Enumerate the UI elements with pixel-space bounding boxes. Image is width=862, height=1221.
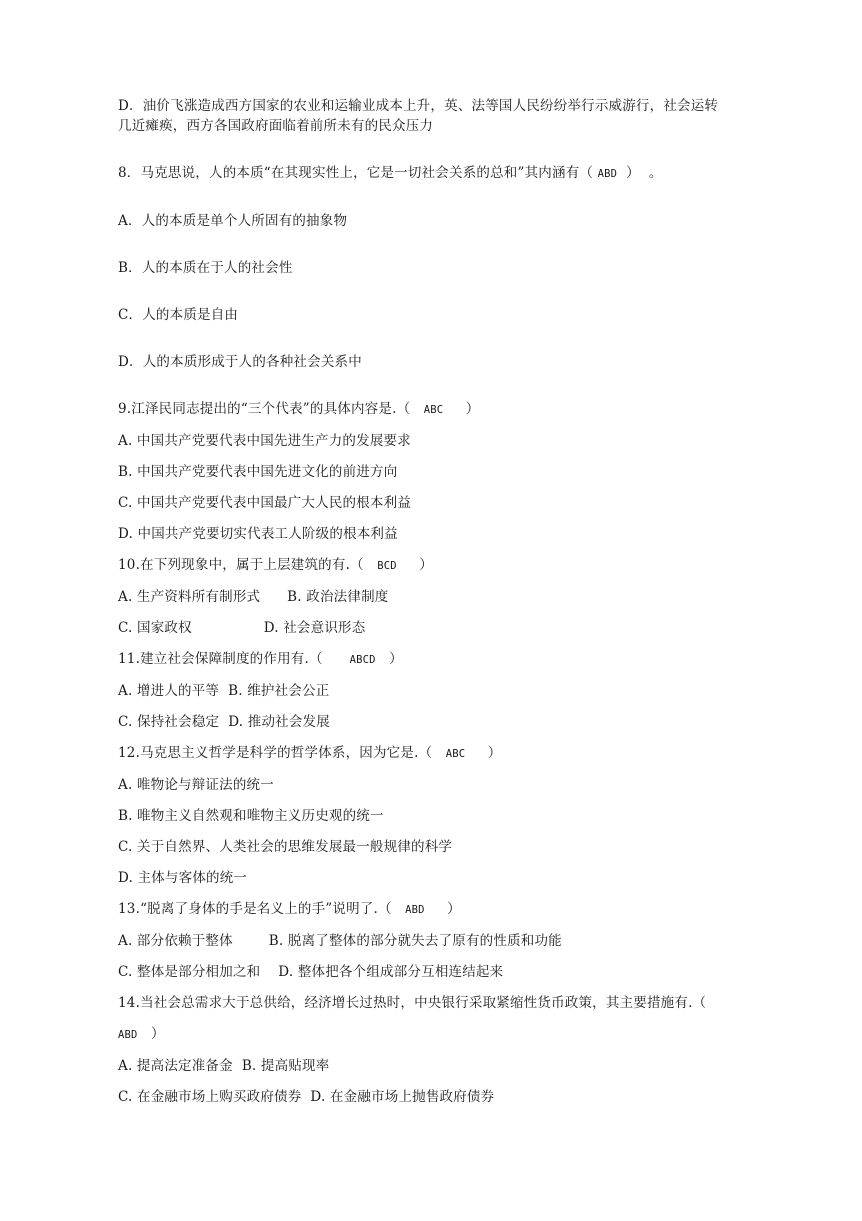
q9-answer: ABC — [423, 404, 444, 416]
q13-answer: ABD — [405, 904, 425, 916]
q8-option-a: A．人的本质是单个人所固有的抽象物 — [118, 213, 348, 229]
q11-stem-end: ） — [375, 651, 403, 667]
q8-option-b: B．人的本质在于人的社会性 — [118, 260, 293, 276]
q9-option-a: A. 中国共产党要代表中国先进生产力的发展要求 — [118, 433, 411, 449]
q9-stem — [118, 399, 738, 420]
q7-option-d-line1: D．油价飞涨造成西方国家的农业和运输业成本上升，英、法等国人民纷纷举行示威游行，社会运转 — [118, 98, 719, 114]
q9-stem-end: ） — [443, 401, 480, 417]
q13-options-cd: C. 整体是部分相加之和 D. 整体把各个组成部分互相连结起来 — [118, 964, 504, 980]
q8-answer: ABD — [597, 168, 618, 180]
q12-option-b: B. 唯物主义自然观和唯物主义历史观的统一 — [118, 808, 384, 824]
q8-option-c: C．人的本质是自由 — [118, 307, 239, 323]
q12-option-a: A. 唯物论与辩证法的统一 — [118, 777, 274, 793]
q9-option-b: B. 中国共产党要代表中国先进文化的前进方向 — [118, 464, 398, 480]
q14-options-cd: C. 在金融市场上购买政府债券 D. 在金融市场上抛售政府债券 — [118, 1089, 495, 1105]
q11-options-ab: A. 增进人的平等 B. 维护社会公正 — [118, 683, 330, 699]
q9-stem-text: 9.江泽民同志提出的“三个代表”的具体内容是.（ — [118, 401, 424, 417]
q10-answer: BCD — [377, 560, 397, 572]
q11-stem — [118, 649, 738, 670]
q14-options-ab: A. 提高法定准备金 B. 提高贴现率 — [118, 1058, 330, 1074]
q8-stem-text: 8．马克思说，人的本质“在其现实性上，它是一切社会关系的总和”其内涵有（ — [118, 165, 598, 181]
q8-stem-end: ） 。 — [617, 165, 663, 181]
q11-stem-text: 11.建立社会保障制度的作用有.（ — [118, 651, 350, 667]
q10-options-cd: C. 国家政权 D. 社会意识形态 — [118, 620, 366, 636]
q14-stem: 14.当社会总需求大于总供给，经济增长过热时，中央银行采取紧缩性货币政策，其主要措施有.（ — [118, 995, 707, 1011]
document-page — [118, 96, 738, 1118]
q8-stem — [118, 163, 738, 184]
q13-stem — [118, 899, 738, 920]
q7-option-d-line2: 几近瘫痪，西方各国政府面临着前所未有的民众压力 — [118, 118, 434, 134]
q14-stem-cont — [118, 1024, 738, 1045]
q13-options-ab: A. 部分依赖于整体 B. 脱离了整体的部分就失去了原有的性质和功能 — [118, 933, 562, 949]
q8-option-d: D．人的本质形成于人的各种社会关系中 — [118, 354, 362, 370]
q11-options-cd: C. 保持社会稳定 D. 推动社会发展 — [118, 714, 330, 730]
q10-stem — [118, 555, 738, 576]
q9-option-d: D. 中国共产党要切实代表工人阶级的根本利益 — [118, 526, 398, 542]
q12-answer: ABC — [445, 748, 466, 760]
q10-options-ab: A. 生产资料所有制形式 B. 政治法律制度 — [118, 589, 389, 605]
q13-stem-text: 13.“脱离了身体的手是名义上的手”说明了.（ — [118, 901, 406, 917]
q12-option-c: C. 关于自然界、人类社会的思维发展最一般规律的科学 — [118, 839, 453, 855]
q14-stem-end: ） — [137, 1026, 165, 1042]
q14-answer: ABD — [118, 1029, 138, 1041]
q13-stem-end: ） — [424, 901, 461, 917]
q10-stem-text: 10.在下列现象中，属于上层建筑的有.（ — [118, 557, 378, 573]
q12-stem-end: ） — [465, 745, 502, 761]
q12-option-d: D. 主体与客体的统一 — [118, 870, 248, 886]
q9-option-c: C. 中国共产党要代表中国最广大人民的根本利益 — [118, 495, 412, 511]
q10-stem-end: ） — [396, 557, 433, 573]
q12-stem — [118, 743, 738, 764]
q12-stem-text: 12.马克思主义哲学是科学的哲学体系，因为它是.（ — [118, 745, 446, 761]
q11-answer: ABCD — [349, 654, 376, 666]
